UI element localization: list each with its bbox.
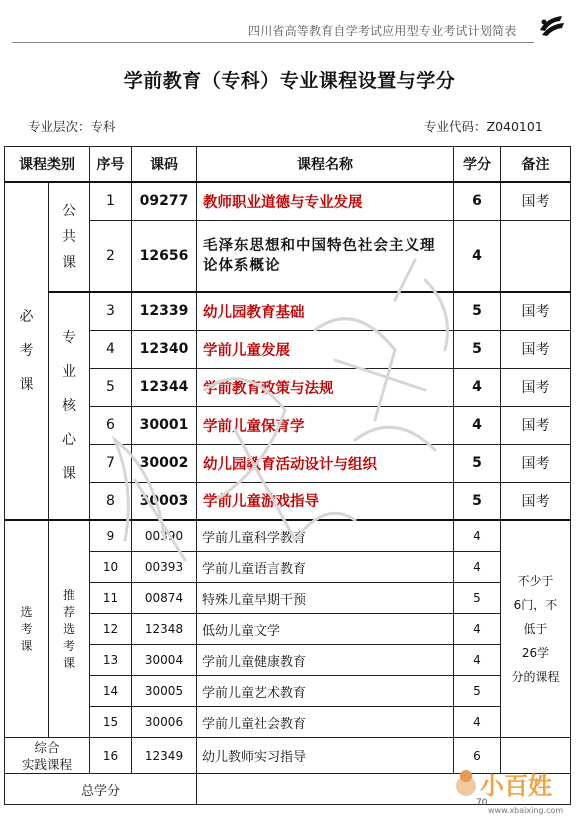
course-no: 2 [90, 220, 132, 292]
course-credits: 4 [454, 406, 501, 444]
course-code: 12340 [132, 330, 197, 368]
table-row [5, 406, 571, 444]
course-code: 30002 [132, 444, 197, 482]
table-row [5, 614, 571, 645]
course-credits: 4 [454, 220, 501, 292]
course-credits: 5 [454, 482, 501, 520]
course-name: 学前儿童游戏指导 [197, 482, 454, 520]
category-core: 专 业 核 心 课 [49, 292, 90, 520]
course-no: 14 [90, 676, 132, 707]
category-required: 必 考 课 [5, 182, 49, 520]
table-row [5, 645, 571, 676]
exam-logo-icon [536, 10, 566, 40]
course-code: 00874 [132, 583, 197, 614]
header-code: 课码 [132, 147, 197, 183]
table-row [5, 520, 571, 552]
course-no: 10 [90, 552, 132, 583]
header-name: 课程名称 [197, 147, 454, 183]
course-no: 16 [90, 738, 132, 774]
course-table [4, 146, 571, 805]
course-code: 00390 [132, 520, 197, 552]
course-credits: 5 [454, 676, 501, 707]
table-row [5, 220, 571, 292]
course-credits: 6 [454, 738, 501, 774]
course-no: 13 [90, 645, 132, 676]
course-no: 12 [90, 614, 132, 645]
table-row [5, 444, 571, 482]
watermark-site-url: www.xbaixing.com [488, 806, 564, 815]
course-code: 00393 [132, 552, 197, 583]
course-credits: 4 [454, 614, 501, 645]
course-code: 12349 [132, 738, 197, 774]
category-public: 公 共 课 [49, 182, 90, 292]
course-name: 学前儿童艺术教育 [197, 676, 454, 707]
page-title: 学前教育（专科）专业课程设置与学分 [123, 70, 456, 92]
course-code: 12656 [132, 220, 197, 292]
course-no: 5 [90, 368, 132, 406]
course-code: 09277 [132, 182, 197, 220]
course-no: 11 [90, 583, 132, 614]
header-credits: 学分 [454, 147, 501, 183]
header-rule [12, 42, 534, 43]
category-elective: 选 考 课 [5, 520, 49, 738]
course-credits: 4 [454, 707, 501, 738]
course-credits: 4 [454, 368, 501, 406]
course-code: 30005 [132, 676, 197, 707]
table-row [5, 292, 571, 330]
table-row [5, 583, 571, 614]
course-credits: 5 [454, 292, 501, 330]
course-note: 国考 [501, 292, 571, 330]
course-no: 3 [90, 292, 132, 330]
course-credits: 6 [454, 182, 501, 220]
course-no: 7 [90, 444, 132, 482]
svg-text:小百姓: 小百姓 [480, 772, 552, 800]
course-credits: 4 [454, 645, 501, 676]
course-name: 学前儿童社会教育 [197, 707, 454, 738]
course-credits: 5 [454, 583, 501, 614]
course-no: 15 [90, 707, 132, 738]
total-credits-value: 70 [476, 798, 488, 808]
course-name: 学前儿童保育学 [197, 406, 454, 444]
course-credits: 5 [454, 444, 501, 482]
course-note: 国考 [501, 368, 571, 406]
course-name: 幼儿园教育基础 [197, 292, 454, 330]
table-row [5, 707, 571, 738]
course-name: 幼儿教师实习指导 [197, 738, 454, 774]
course-code: 30001 [132, 406, 197, 444]
table-row [5, 482, 571, 520]
watermark-site-logo [448, 764, 572, 812]
header-note: 备注 [501, 147, 571, 183]
table-row [5, 676, 571, 707]
course-name: 学前儿童健康教育 [197, 645, 454, 676]
course-credits: 5 [454, 330, 501, 368]
course-credits: 4 [454, 520, 501, 552]
header-no: 序号 [90, 147, 132, 183]
table-row [5, 182, 571, 220]
course-name: 特殊儿童早期干预 [197, 583, 454, 614]
course-name: 学前教育政策与法规 [197, 368, 454, 406]
course-no: 1 [90, 182, 132, 220]
course-note: 国考 [501, 482, 571, 520]
course-code: 12348 [132, 614, 197, 645]
document-header [0, 0, 579, 44]
course-name: 幼儿园教育活动设计与组织 [197, 444, 454, 482]
course-code: 30004 [132, 645, 197, 676]
course-code: 30006 [132, 707, 197, 738]
course-no: 9 [90, 520, 132, 552]
course-no: 8 [90, 482, 132, 520]
category-practice: 综合 实践课程 [5, 738, 90, 774]
course-name: 学前儿童语言教育 [197, 552, 454, 583]
category-recommended: 推 荐 选 考 课 [49, 520, 90, 738]
course-name: 毛泽东思想和中国特色社会主义理论体系概论 [197, 220, 454, 292]
course-note [501, 220, 571, 292]
table-row [5, 330, 571, 368]
header-title: 四川省高等教育自学考试应用型专业考试计划简表 [248, 24, 517, 38]
course-note: 国考 [501, 182, 571, 220]
course-credits: 4 [454, 552, 501, 583]
table-row [5, 368, 571, 406]
course-no: 6 [90, 406, 132, 444]
table-row [5, 552, 571, 583]
course-code: 30003 [132, 482, 197, 520]
table-header-row [5, 147, 571, 183]
course-name: 学前儿童发展 [197, 330, 454, 368]
program-level: 专业层次：专科 [28, 119, 116, 134]
course-note: 国考 [501, 406, 571, 444]
header-category: 课程类别 [5, 147, 90, 183]
course-code: 12344 [132, 368, 197, 406]
course-note: 国考 [501, 330, 571, 368]
course-name: 教师职业道德与专业发展 [197, 182, 454, 220]
course-no: 4 [90, 330, 132, 368]
elective-requirement-note: 不少于 6门，不 低于 26学 分的课程 [501, 520, 571, 738]
course-name: 低幼儿童文学 [197, 614, 454, 645]
total-label: 总学分 [5, 774, 197, 805]
course-code: 12339 [132, 292, 197, 330]
course-note: 国考 [501, 444, 571, 482]
course-name: 学前儿童科学教育 [197, 520, 454, 552]
program-code: 专业代码：Z040101 [424, 119, 543, 134]
